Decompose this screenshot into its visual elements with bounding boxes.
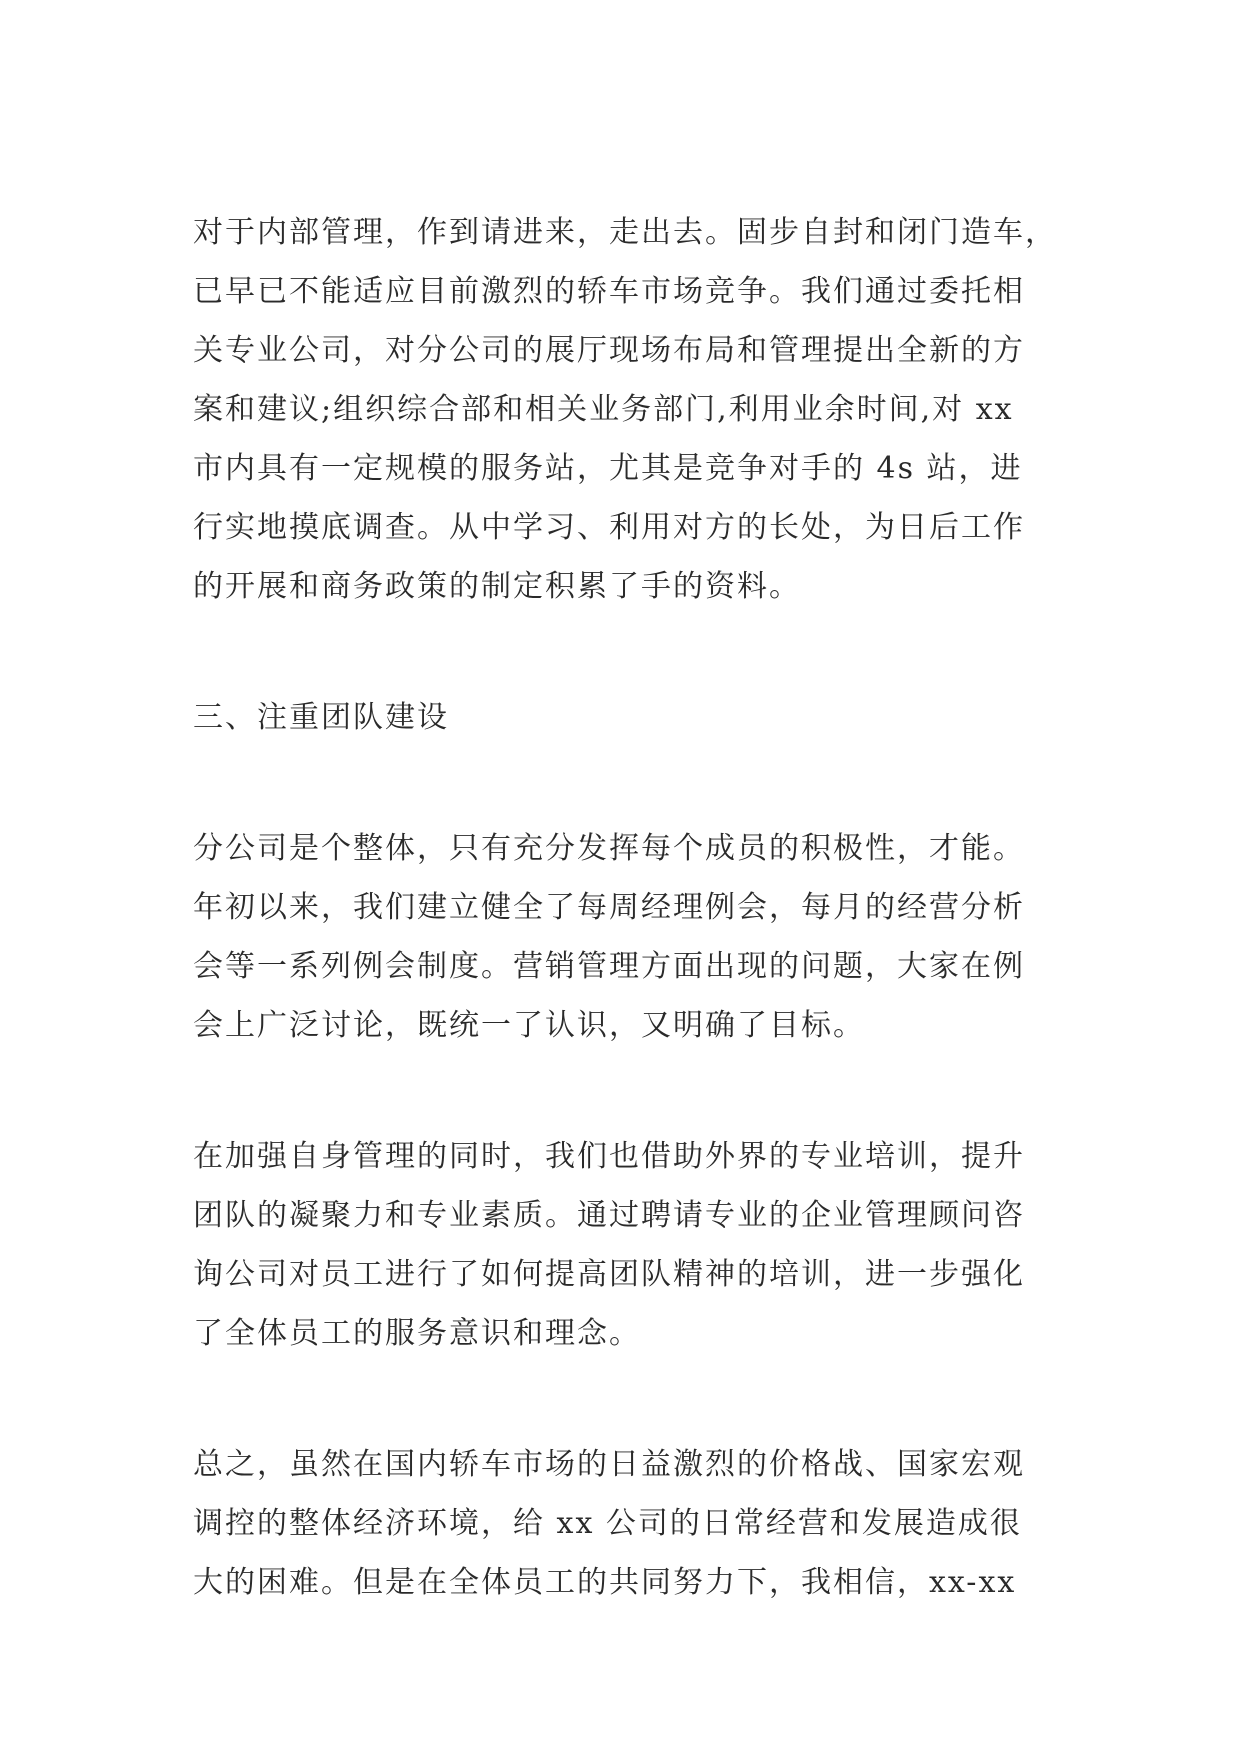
text-line: 市内具有一定规模的服务站，尤其是竞争对手的 4s 站，进 [193,451,1023,486]
document-body [193,203,1057,1612]
paragraph-spacer [193,616,1053,688]
text-line: 行实地摸底调查。从中学习、利用对方的长处，为日后工作 [193,510,1025,545]
paragraph-spacer [193,1363,1053,1435]
text-line: 案和建议;组织综合部和相关业务部门,利用业余时间,对 xx [193,392,1014,427]
text-line: 团队的凝聚力和专业素质。通过聘请专业的企业管理顾问咨 [193,1198,1025,1233]
text-line: 询公司对员工进行了如何提高团队精神的培训，进一步强化 [193,1257,1025,1292]
text-line: 会上广泛讨论，既统一了认识，又明确了目标。 [193,1008,865,1043]
text-line: 已早已不能适应目前激烈的轿车市场竞争。我们通过委托相 [193,274,1025,309]
paragraph-team-integrity [193,819,1053,1055]
text-line: 关专业公司，对分公司的展厅现场布局和管理提出全新的方 [193,333,1025,368]
paragraph-spacer [193,1055,1053,1127]
heading-text: 三、注重团队建设 [193,700,449,735]
paragraph-spacer [193,747,1053,819]
text-line: 总之，虽然在国内轿车市场的日益激烈的价格战、国家宏观 [193,1447,1025,1482]
text-line: 会等一系列例会制度。营销管理方面出现的问题，大家在例 [193,949,1025,984]
text-line: 调控的整体经济环境，给 xx 公司的日常经营和发展造成很 [193,1506,1022,1541]
paragraph-conclusion [193,1435,1053,1612]
text-line: 在加强自身管理的同时，我们也借助外界的专业培训，提升 [193,1139,1025,1174]
text-line: 对于内部管理，作到请进来，走出去。固步自封和闭门造车， [193,215,1057,250]
paragraph-training [193,1127,1053,1363]
text-line: 大的困难。但是在全体员工的共同努力下，我相信，xx-xx [193,1565,1017,1600]
text-line: 年初以来，我们建立健全了每周经理例会，每月的经营分析 [193,890,1025,925]
text-line: 分公司是个整体，只有充分发挥每个成员的积极性，才能。 [193,831,1025,866]
paragraph-internal-management [193,203,1057,616]
text-line: 了全体员工的服务意识和理念。 [193,1316,641,1351]
text-line: 的开展和商务政策的制定积累了手的资料。 [193,569,801,604]
section-heading [193,688,1053,747]
